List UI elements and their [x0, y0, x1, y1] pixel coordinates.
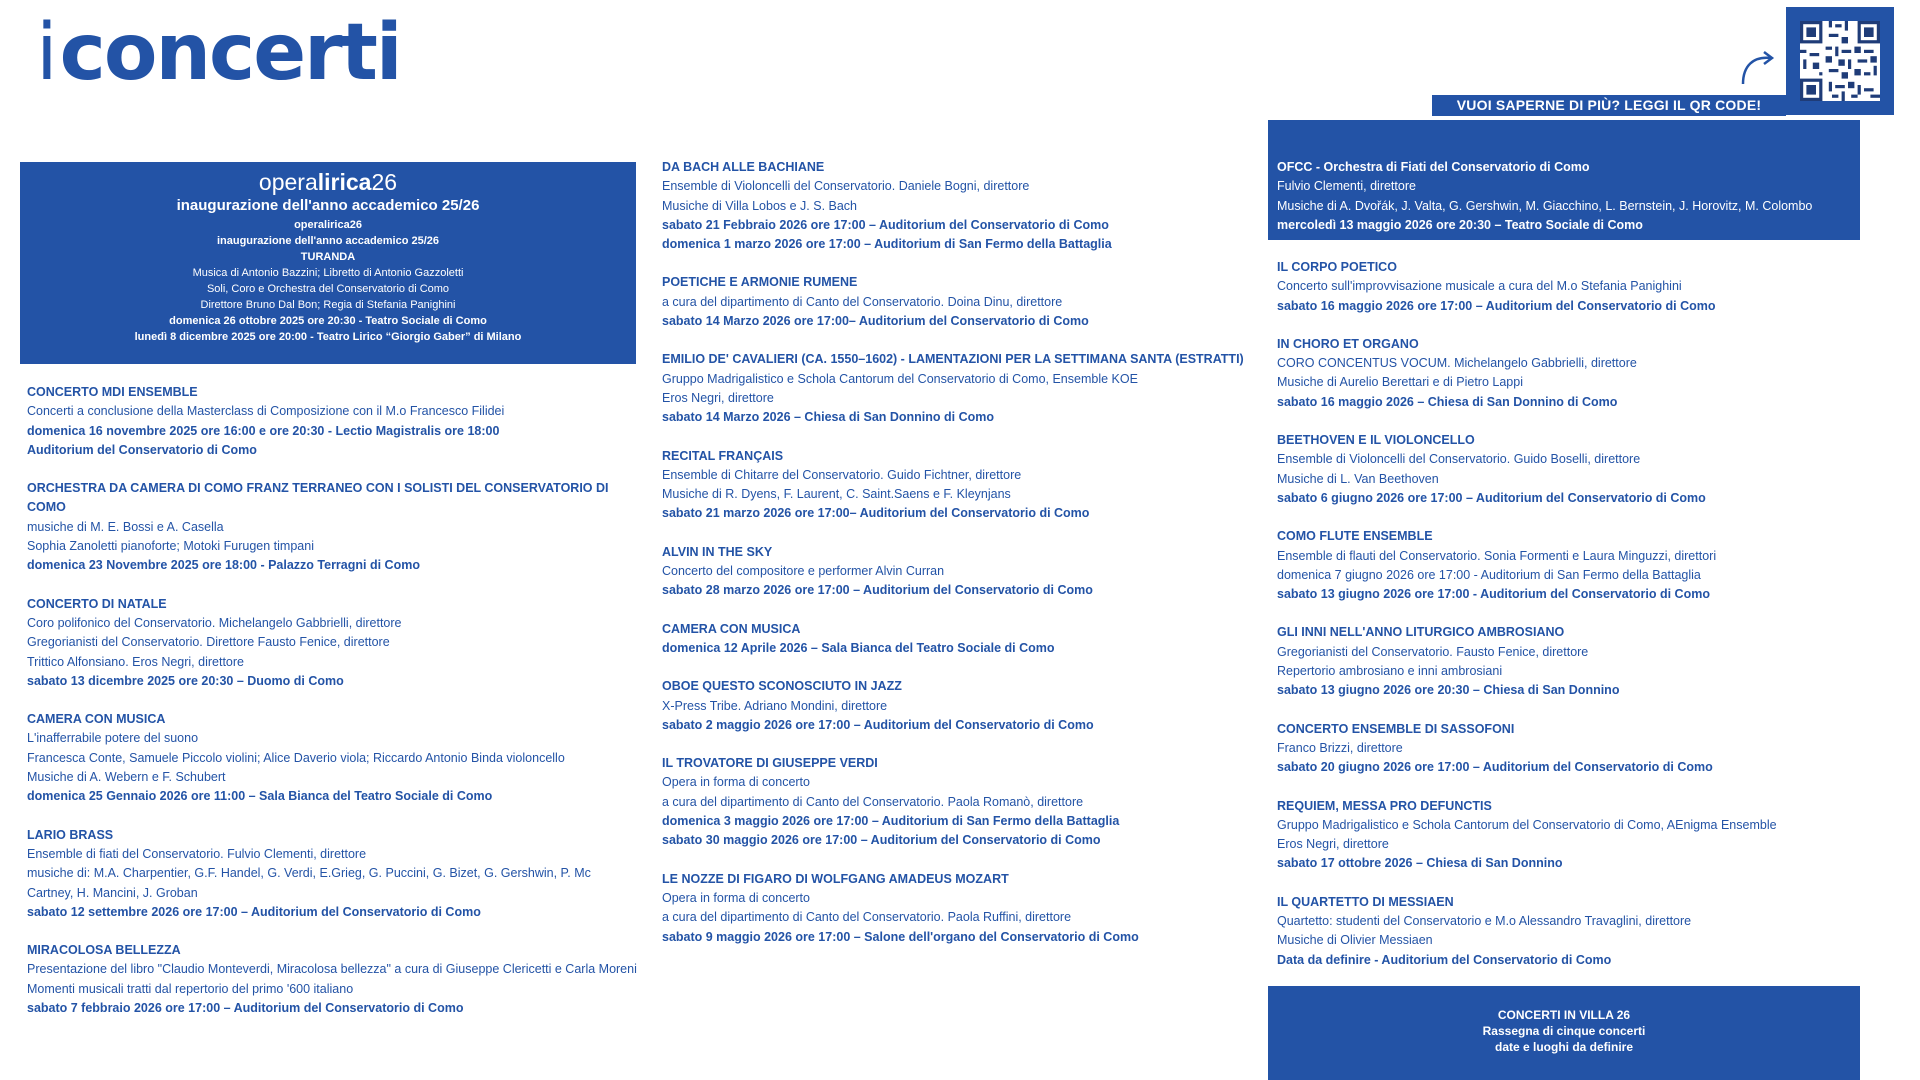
event-line: Franco Brizzi, direttore	[1277, 740, 1403, 755]
event-date: domenica 3 maggio 2026 ore 17:00 – Auditorium di San Fermo della Battaglia	[662, 814, 1120, 829]
event-line: musiche di: M.A. Charpentier, G.F. Handel, G. Verdi, E.Grieg, G. Puccini, G. Bizet, G. Gershwin, P. Mc Cartney, H. Mancini, J. Groban	[27, 866, 591, 900]
event-line: Opera in forma di concerto	[662, 890, 810, 905]
event-title: IL CORPO POETICO	[1277, 260, 1397, 274]
event-title: POETICHE E ARMONIE RUMENE	[662, 275, 858, 290]
opera-brand	[20, 168, 636, 196]
event-title: IL TROVATORE DI GIUSEPPE VERDI	[662, 756, 878, 771]
event-title: ALVIN IN THE SKY	[662, 544, 773, 559]
event-date: sabato 28 marzo 2026 ore 17:00 – Auditorium del Conservatorio di Como	[662, 583, 1093, 598]
event-line: a cura del dipartimento di Canto del Conservatorio. Paola Ruffini, direttore	[662, 910, 1072, 925]
event-line: Presentazione del libro "Claudio Monteverdi, Miracolosa bellezza" a cura di Giuseppe Clericetti e Carla Moreni	[27, 962, 637, 977]
villa-line: Rassegna di cinque concerti	[1482, 1024, 1646, 1038]
event-title: COMO FLUTE ENSEMBLE	[1277, 529, 1433, 544]
event-line: Musiche di Olivier Messiaen	[1277, 933, 1433, 948]
event-item	[1277, 893, 1867, 970]
event-item	[27, 826, 639, 922]
opera-line: Direttore Bruno Dal Bon; Regia di Stefania Panighini	[200, 299, 456, 311]
opera-brand-light: opera	[258, 169, 318, 195]
event-title: LARIO BRASS	[27, 827, 114, 842]
event-line: Fulvio Clementi, direttore	[1277, 179, 1416, 194]
event-line: Eros Negri, direttore	[1277, 837, 1389, 852]
event-date: sabato 9 maggio 2026 ore 17:00 – Salone dell'organo del Conservatorio di Como	[662, 929, 1139, 944]
event-date: Auditorium del Conservatorio di Como	[27, 442, 257, 457]
opera-line: domenica 26 ottobre 2025 ore 20:30 - Teatro Sociale di Como	[169, 315, 487, 327]
event-date: domenica 25 Gennaio 2026 ore 11:00 – Sala Bianca del Teatro Sociale di Como	[27, 789, 493, 804]
event-line: Ensemble di Violoncelli del Conservatorio. Daniele Bogni, direttore	[662, 179, 1030, 194]
events-column-2	[662, 158, 1272, 966]
event-date: sabato 21 Febbraio 2026 ore 17:00 – Auditorium del Conservatorio di Como	[662, 217, 1109, 232]
event-date: domenica 12 Aprile 2026 – Sala Bianca del Teatro Sociale di Como	[662, 640, 1055, 655]
event-item	[27, 710, 639, 806]
qr-code-icon[interactable]	[1800, 21, 1880, 101]
event-line: Eros Negri, direttore	[662, 390, 774, 405]
event-item	[27, 595, 639, 691]
event-title: LE NOZZE DI FIGARO DI WOLFGANG AMADEUS MOZART	[662, 871, 1009, 886]
event-line: Sophia Zanoletti pianoforte; Motoki Furugen timpani	[27, 539, 314, 554]
event-line: Musiche di A. Webern e F. Schubert	[27, 770, 226, 785]
event-item	[1277, 431, 1867, 508]
event-title: RECITAL FRANÇAIS	[662, 448, 784, 463]
event-date: domenica 16 novembre 2025 ore 16:00 e ore 20:30 - Lectio Magistralis ore 18:00	[27, 423, 500, 438]
event-title: CONCERTO MDI ENSEMBLE	[27, 385, 198, 399]
event-line: Gruppo Madrigalistico e Schola Cantorum del Conservatorio di Como, AEnigma Ensemble	[1277, 817, 1777, 832]
logo-i: i	[36, 8, 58, 98]
event-line: Musiche di L. Van Beethoven	[1277, 471, 1439, 486]
event-line: X-Press Tribe. Adriano Mondini, direttore	[662, 698, 888, 713]
event-item	[662, 677, 1272, 735]
event-line: Musiche di R. Dyens, F. Laurent, C. Saint.Saens e F. Kleynjans	[662, 487, 1011, 502]
opera-line: inaugurazione dell'anno accademico 25/26	[216, 235, 440, 247]
villa-title: CONCERTI IN VILLA 26	[1497, 1008, 1631, 1022]
event-title: OFCC - Orchestra di Fiati del Conservatorio di Como	[1277, 160, 1590, 174]
event-line: a cura del dipartimento di Canto del Conservatorio. Paola Romanò, direttore	[662, 794, 1084, 809]
event-line: Gregorianisti del Conservatorio. Direttore Fausto Fenice, direttore	[27, 635, 390, 650]
event-date: sabato 21 marzo 2026 ore 17:00– Auditorium del Conservatorio di Como	[662, 506, 1090, 521]
event-item	[1277, 720, 1867, 778]
event-title: CAMERA CON MUSICA	[27, 712, 166, 727]
event-date: sabato 7 febbraio 2026 ore 17:00 – Auditorium del Conservatorio di Como	[27, 1001, 464, 1016]
event-date: sabato 13 giugno 2026 ore 20:30 – Chiesa di San Donnino	[1277, 683, 1620, 698]
opera-brand-number: 26	[371, 169, 398, 195]
event-item	[662, 273, 1272, 331]
opera-lines	[20, 217, 636, 345]
event-date: Data da definire - Auditorium del Conservatorio di Como	[1277, 952, 1612, 967]
event-date: domenica 1 marzo 2026 ore 17:00 – Auditorium di San Fermo della Battaglia	[662, 237, 1112, 252]
event-date: domenica 23 Novembre 2025 ore 18:00 - Palazzo Terragni di Como	[27, 558, 420, 573]
event-title: IL QUARTETTO DI MESSIAEN	[1277, 894, 1454, 909]
event-line: Ensemble di Violoncelli del Conservatorio. Guido Boselli, direttore	[1277, 452, 1641, 467]
event-line: Repertorio ambrosiano e inni ambrosiani	[1277, 664, 1503, 679]
event-title: GLI INNI NELL'ANNO LITURGICO AMBROSIANO	[1277, 625, 1565, 640]
qr-caption: VUOI SAPERNE DI PIÙ? LEGGI IL QR CODE!	[1432, 95, 1786, 116]
opera-line: Musica di Antonio Bazzini; Libretto di Antonio Gazzoletti	[192, 267, 464, 279]
event-date: sabato 17 ottobre 2026 – Chiesa di San Donnino	[1277, 856, 1563, 871]
events-column-3	[1277, 158, 1867, 989]
event-date: sabato 14 Marzo 2026 ore 17:00– Auditorium del Conservatorio di Como	[662, 314, 1089, 329]
event-item	[662, 870, 1272, 947]
event-line: Concerto sull'improvvisazione musicale a cura del M.o Stefania Panighini	[1277, 279, 1682, 294]
event-item	[1277, 335, 1867, 412]
event-item	[1277, 527, 1867, 604]
event-item	[1277, 797, 1867, 874]
event-item	[662, 350, 1272, 427]
events-column-1	[27, 383, 639, 1037]
event-title: BEETHOVEN E IL VIOLONCELLO	[1277, 433, 1475, 448]
event-date: sabato 16 maggio 2026 – Chiesa di San Donnino di Como	[1277, 394, 1618, 409]
event-title: REQUIEM, MESSA PRO DEFUNCTIS	[1277, 798, 1492, 813]
opera-line: lunedì 8 dicembre 2025 ore 20:00 - Teatro Lirico “Giorgio Gaber” di Milano	[134, 331, 522, 343]
opera-lirica-box	[20, 162, 636, 364]
opera-line: Soli, Coro e Orchestra del Conservatorio di Como	[206, 283, 450, 295]
event-line: a cura del dipartimento di Canto del Conservatorio. Doina Dinu, direttore	[662, 294, 1063, 309]
villa-line: date e luoghi da definire	[1494, 1040, 1634, 1054]
event-date: mercoledì 13 maggio 2026 ore 20:30 – Teatro Sociale di Como	[1277, 217, 1643, 232]
event-title: CAMERA CON MUSICA	[662, 621, 801, 636]
event-title: CONCERTO DI NATALE	[27, 596, 167, 611]
event-line: Opera in forma di concerto	[662, 775, 810, 790]
event-title: ORCHESTRA DA CAMERA DI COMO FRANZ TERRANEO CON I SOLISTI DEL CONSERVATORIO DI COMO	[27, 481, 609, 515]
villa-box	[1268, 986, 1860, 1080]
event-line: L'inafferrabile potere del suono	[27, 731, 199, 746]
event-item	[662, 754, 1272, 850]
event-item	[27, 479, 639, 575]
event-line: Francesca Conte, Samuele Piccolo violini; Alice Daverio viola; Riccardo Antonio Binda violoncello	[27, 750, 565, 765]
event-title: EMILIO DE' CAVALIERI (CA. 1550–1602) - LAMENTAZIONI PER LA SETTIMANA SANTA (ESTRATTI)	[662, 352, 1244, 367]
event-line: Quartetto: studenti del Conservatorio e M.o Alessandro Travaglini, direttore	[1277, 914, 1692, 929]
event-date: sabato 16 maggio 2026 ore 17:00 – Auditorium del Conservatorio di Como	[1277, 298, 1716, 313]
event-item	[27, 941, 639, 1018]
event-line: domenica 7 giugno 2026 ore 17:00 - Auditorium di San Fermo della Battaglia	[1277, 567, 1701, 582]
event-item	[27, 383, 639, 460]
event-line: Gruppo Madrigalistico e Schola Cantorum del Conservatorio di Como, Ensemble KOE	[662, 371, 1138, 386]
opera-line: operalirica26	[294, 219, 362, 231]
event-item	[662, 447, 1272, 524]
event-item	[662, 543, 1272, 601]
event-title: MIRACOLOSA BELLEZZA	[27, 943, 181, 958]
event-line: Coro polifonico del Conservatorio. Michelangelo Gabbrielli, direttore	[27, 615, 402, 630]
qr-code-frame	[1786, 7, 1894, 115]
event-date: sabato 2 maggio 2026 ore 17:00 – Auditorium del Conservatorio di Como	[662, 717, 1094, 732]
event-line: Ensemble di flauti del Conservatorio. Sonia Formenti e Laura Minguzzi, direttori	[1277, 548, 1717, 563]
opera-line: TURANDA	[300, 251, 356, 263]
event-item	[1277, 258, 1867, 316]
event-title: DA BACH ALLE BACHIANE	[662, 160, 825, 174]
event-line: Trittico Alfonsiano. Eros Negri, direttore	[27, 654, 244, 669]
event-date: sabato 30 maggio 2026 ore 17:00 – Auditorium del Conservatorio di Como	[662, 833, 1101, 848]
event-line: Momenti musicali tratti dal repertorio del primo '600 italiano	[27, 981, 354, 996]
opera-brand-bold: lirica	[317, 169, 372, 195]
event-line: Musiche di Aurelio Berettari e di Pietro Lappi	[1277, 375, 1523, 390]
event-line: Ensemble di Chitarre del Conservatorio. Guido Fichtner, direttore	[662, 467, 1022, 482]
event-line: Musiche di A. Dvořák, J. Valta, G. Gershwin, M. Giacchino, L. Bernstein, J. Horovitz, M. Colombo	[1277, 198, 1813, 213]
event-date: sabato 6 giugno 2026 ore 17:00 – Auditorium del Conservatorio di Como	[1277, 490, 1706, 505]
event-title: OBOE QUESTO SCONOSCIUTO IN JAZZ	[662, 679, 902, 694]
event-line: Musiche di Villa Lobos e J. S. Bach	[662, 198, 858, 213]
event-date: sabato 13 dicembre 2025 ore 20:30 – Duomo di Como	[27, 673, 344, 688]
event-item	[1277, 623, 1867, 700]
event-line: Concerti a conclusione della Masterclass di Composizione con il M.o Francesco Filidei	[27, 404, 505, 419]
opera-subtitle: inaugurazione dell'anno accademico 25/26	[176, 197, 480, 214]
event-line: Ensemble di fiati del Conservatorio. Fulvio Clementi, direttore	[27, 846, 367, 861]
event-line: Gregorianisti del Conservatorio. Fausto Fenice, direttore	[1277, 644, 1589, 659]
event-date: sabato 14 Marzo 2026 – Chiesa di San Donnino di Como	[662, 410, 995, 425]
logo-word: concerti	[59, 8, 401, 98]
page-logo	[36, 8, 401, 98]
event-date: sabato 12 settembre 2026 ore 17:00 – Auditorium del Conservatorio di Como	[27, 904, 481, 919]
event-title: CONCERTO ENSEMBLE DI SASSOFONI	[1277, 721, 1515, 736]
event-line: musiche di M. E. Bossi e A. Casella	[27, 519, 224, 534]
event-line: CORO CONCENTUS VOCUM. Michelangelo Gabbrielli, direttore	[1277, 356, 1637, 371]
event-title: IN CHORO ET ORGANO	[1277, 336, 1419, 351]
event-item	[662, 158, 1272, 254]
curved-arrow-icon	[1737, 48, 1777, 88]
event-date: sabato 13 giugno 2026 ore 17:00 - Auditorium del Conservatorio di Como	[1277, 587, 1710, 602]
event-line: Concerto del compositore e performer Alvin Curran	[662, 564, 945, 579]
event-date: sabato 20 giugno 2026 ore 17:00 – Auditorium del Conservatorio di Como	[1277, 760, 1713, 775]
event-item	[662, 620, 1272, 659]
